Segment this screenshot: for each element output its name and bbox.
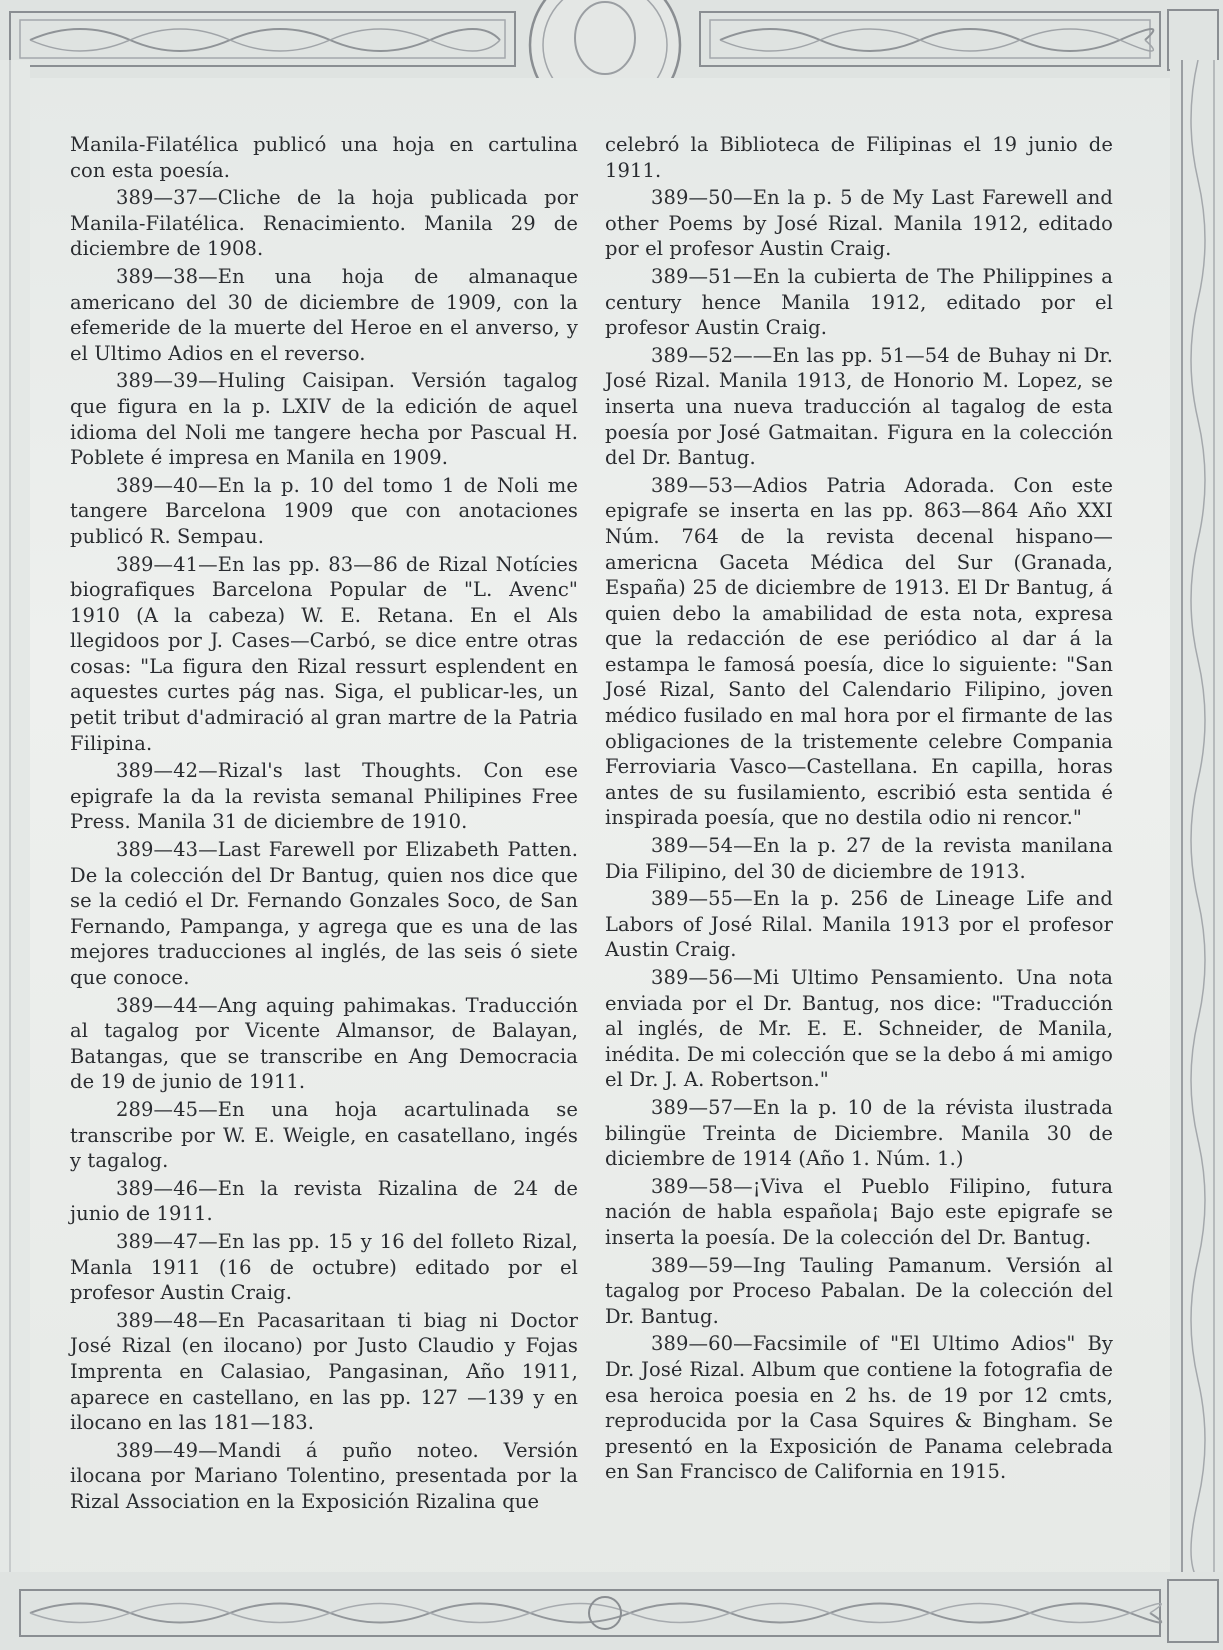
ornamental-left-border bbox=[0, 60, 30, 1580]
right-column bbox=[605, 132, 1113, 1485]
catalog-entry: 389—46—En la revista Rizalina de 24 de junio de 1911. bbox=[70, 1176, 578, 1226]
catalog-entry: 389—56—Mi Ultimo Pensamiento. Una nota enviada por el Dr. Bantug, nos dice: "Traducción al inglés, de Mr. E. E. Schneider, de Manila, inédita. De mi colección que se la debo á mi amigo el Dr. J. A. Robertson." bbox=[605, 966, 1113, 1092]
continued-paragraph: celebró la Biblioteca de Filipinas el 19 junio de 1911. bbox=[605, 133, 1113, 182]
catalog-entry: 389—44—Ang aquing pahimakas. Traducción al tagalog por Vicente Almansor, de Balayan, Batangas, que se transcribe en Ang Democracia de 19 de junio de 1911. bbox=[70, 993, 578, 1094]
catalog-entry: 389—48—En Pacasaritaan ti biag ni Doctor José Rizal (en ilocano) por Justo Claudio y Fojas Imprenta en Calasiao, Pangasinan, Año 1911, aparece en castellano, en las pp. 127 —139 y en ilocano en las 181—183. bbox=[70, 1308, 578, 1435]
catalog-entry: 389—59—Ing Tauling Pamanum. Versión al tagalog por Proceso Pabalan. De la colección del Dr. Bantug. bbox=[605, 1253, 1113, 1328]
catalog-entry: 389—39—Huling Caisipan. Versión tagalog que figura en la p. LXIV de la edición de aquel idioma del Noli me tangere hecha por Pascual H. Poblete é impresa en Manila en 1909. bbox=[70, 369, 578, 470]
catalog-entry: 289—45—En una hoja acartulinada se transcribe por W. E. Weigle, en casatellano, ingés y tagalog. bbox=[70, 1097, 578, 1173]
catalog-entry: 389—38—En una hoja de almanaque americano del 30 de diciembre de 1909, con la efemeride de la muerte del Heroe en el anverso, y el Ultimo Adios en el reverso. bbox=[70, 264, 578, 365]
catalog-entry: 389—53—Adios Patria Adorada. Con este epigrafe se inserta en las pp. 863—864 Año XXI Núm. 764 de la revista decenal hispano—americna Gaceta Médica del Sur (Granada, España) 25 de diciembre de 1913. El Dr Bantug, á quien debo la amabilidad de esta nota, expresa que la redacción de ese periódico al dar á la estampa le famosá poesía, dice lo siguiente: "San José Rizal, Santo del Calendario Filipino, joven médico fusilado en mal hora por el firmante de las obligaciones de la tristemente celebre Compania Ferroviaria Vasco—Castellana. En capilla, horas antes de su fusilamiento, escribió esta sentida é inspirada poesía, que no destila odio ni rencor." bbox=[605, 473, 1113, 830]
catalog-entry: 389—55—En la p. 256 de Lineage Life and Labors of José Rilal. Manila 1913 por el profesor Austin Craig. bbox=[605, 887, 1113, 962]
catalog-entry: 389—54—En la p. 27 de la revista manilana Dia Filipino, del 30 de diciembre de 1913. bbox=[605, 834, 1113, 883]
left-column bbox=[70, 132, 578, 1514]
catalog-entry: 389—58—¡Viva el Pueblo Filipino, futura nación de habla española¡ Bajo este epigrafe se inserta la poesía. De la colección del Dr. Bantug. bbox=[605, 1174, 1113, 1249]
catalog-entry: 389—50—En la p. 5 de My Last Farewell and other Poems by José Rizal. Manila 1912, editado por el profesor Austin Craig. bbox=[605, 186, 1113, 261]
catalog-entry: 389—57—En la p. 10 de la révista ilustrada bilingüe Treinta de Diciembre. Manila 30 de diciembre de 1914 (Año 1. Núm. 1.) bbox=[605, 1095, 1113, 1171]
catalog-entry: 389—49—Mandi á puño noteo. Versión ilocana por Mariano Tolentino, presentada por la Rizal Association en la Exposición Rizalina que bbox=[70, 1438, 578, 1513]
ornamental-top-border bbox=[0, 0, 1223, 78]
ornamental-right-border bbox=[1170, 60, 1223, 1580]
catalog-entry: 389—37—Cliche de la hoja publicada por Manila-Filatélica. Renacimiento. Manila 29 de diciembre de 1908. bbox=[70, 186, 578, 261]
catalog-entry: 389—51—En la cubierta de The Philippines a century hence Manila 1912, editado por el profesor Austin Craig. bbox=[605, 264, 1113, 340]
catalog-entry: 389—47—En las pp. 15 y 16 del folleto Rizal, Manla 1911 (16 de octubre) editado por el profesor Austin Craig. bbox=[70, 1229, 578, 1305]
catalog-entry: 389—60—Facsimile of "El Ultimo Adios" By Dr. José Rizal. Album que contiene la fotografia de esa heroica poesia en 2 hs. de 19 por 12 cmts, reproducida por la Casa Squires & Bingham. Se presentó en la Exposición de Panama celebrada en San Francisco de California en 1915. bbox=[605, 1332, 1113, 1484]
catalog-entry: 389—40—En la p. 10 del tomo 1 de Noli me tangere Barcelona 1909 que con anotaciones publicó R. Sempau. bbox=[70, 473, 578, 548]
catalog-entry: 389—42—Rizal's last Thoughts. Con ese epigrafe la da la revista semanal Philipines Free Press. Manila 31 de diciembre de 1910. bbox=[70, 759, 578, 834]
catalog-entry: 389—52——En las pp. 51—54 de Buhay ni Dr. José Rizal. Manila 1913, de Honorio M. Lopez, se inserta una nueva traducción al tagalog de esta poesía por José Gatmaitan. Figura en la colección del Dr. Bantug. bbox=[605, 343, 1113, 470]
catalog-entry: 389—41—En las pp. 83—86 de Rizal Notícies biografiques Barcelona Popular de "L. Avenc" 1910 (A la cabeza) W. E. Retana. En el Als llegidoos por J. Cases—Carbó, se dice entre otras cosas: "La figura den Rizal ressurt esplendent en aquestes curtes pág nas. Siga, el publicar-les, un petit tribut d'admiració al gran martre de la Patria Filipina. bbox=[70, 552, 578, 755]
continued-paragraph: Manila-Filatélica publicó una hoja en cartulina con esta poesía. bbox=[70, 133, 578, 182]
ornamental-bottom-border bbox=[0, 1572, 1223, 1650]
catalog-entry: 389—43—Last Farewell por Elizabeth Patten. De la colección del Dr Bantug, quien nos dice que se la cedió el Dr. Fernando Gonzales Soco, de San Fernando, Pampanga, y agrega que es una de las mejores traducciones al inglés, de las seis ó siete que conoce. bbox=[70, 838, 578, 989]
